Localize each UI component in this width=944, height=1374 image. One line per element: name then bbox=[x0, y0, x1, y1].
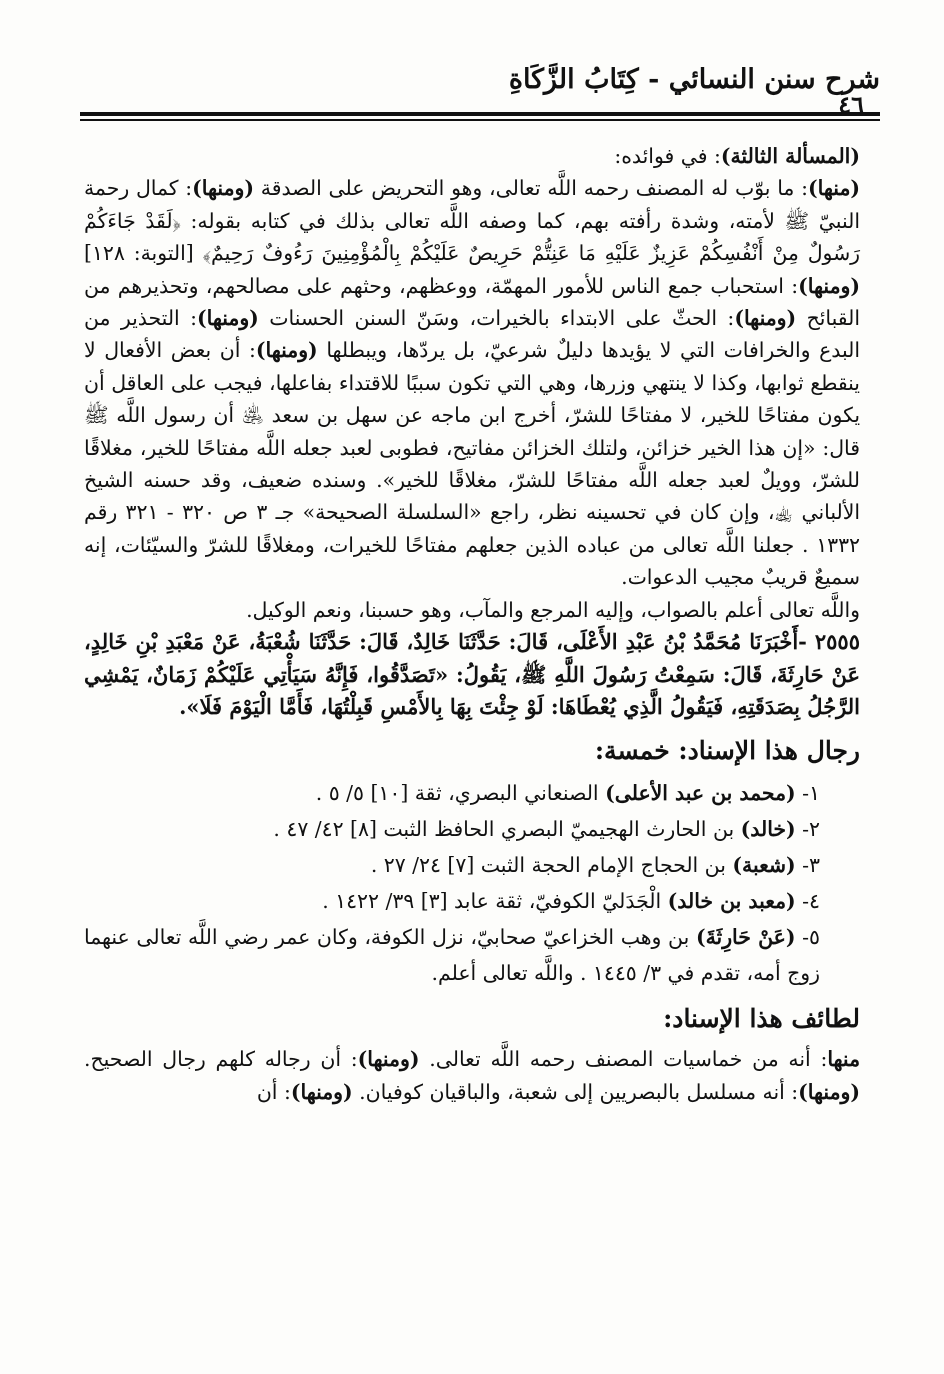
closing-line: واللَّه تعالى أعلم بالصواب، وإليه المرجع والمآب، وهو حسبنا، ونعم الوكيل. bbox=[246, 597, 860, 622]
narrators-heading: رجال هذا الإسناد: خمسة: bbox=[594, 736, 860, 766]
benefit-text: : الحثّ على الابتداء بالخيرات، وسَنّ السنن الحسنات bbox=[269, 306, 735, 331]
narrator-name: (عَنْ حَارِثَةَ) bbox=[695, 925, 796, 950]
narrator-name: (محمد بن عبد الأعلى) bbox=[605, 781, 796, 806]
subtleties-paragraph bbox=[84, 1043, 860, 1108]
benefit-label: (منها) bbox=[808, 176, 861, 201]
narrator-name: (معبد بن خالد) bbox=[667, 889, 796, 914]
page-number: ٤٦ bbox=[838, 90, 864, 119]
benefit-text: : ما بوّب له المصنف رحمه اللَّه تعالى، وهو التحريض على الصدقة bbox=[260, 176, 809, 201]
narrator-name: (شعبة) bbox=[732, 853, 796, 878]
subtleties-heading: لطائف هذا الإسناد: bbox=[663, 1004, 860, 1034]
narrator-item bbox=[84, 919, 860, 991]
page-header bbox=[80, 60, 880, 100]
subtlety-label: (ومنها) bbox=[798, 1079, 860, 1104]
narrator-number: ٢- bbox=[802, 817, 820, 842]
subtlety-label: منها bbox=[827, 1047, 860, 1072]
benefit-label: (ومنها) bbox=[255, 338, 318, 363]
narrator-desc: بن الحارث الهجيميّ البصري الحافظ الثبت [٨] ٤٢/ ٤٧ . bbox=[273, 817, 741, 842]
subtlety-text: : أنه مسلسل بالبصريين إلى شعبة، والباقيان كوفيان. bbox=[359, 1079, 799, 1104]
benefit-label: (ومنها) bbox=[192, 176, 254, 201]
benefits-paragraph bbox=[84, 172, 860, 593]
subtlety-text: : أنه من خماسيات المصنف رحمه اللَّه تعالى. bbox=[429, 1047, 828, 1072]
header-rule bbox=[80, 112, 880, 121]
issue-label: (المسألة الثالثة) bbox=[720, 144, 860, 168]
benefit-text: : كمال رحمة النبيّ ﷺ لأمته، وشدة رأفته بهم، كما وصفه اللَّه تعالى بذلك في كتابه بقوله: ﴿لَقَدْ جَاءَكُمْ رَسُولٌ مِنْ أَنْفُسِكُمْ عَزِيزٌ عَلَيْهِ مَا عَنِتُّمْ حَرِيصٌ عَلَيْكُمْ بِالْمُؤْمِنِينَ رَءُوفٌ رَحِيمٌ﴾ [التوبة: ١٢٨] bbox=[84, 176, 860, 266]
issue-text: : في فوائده: bbox=[614, 144, 721, 168]
subtlety-text: : أن bbox=[256, 1079, 291, 1104]
subtlety-label: (ومنها) bbox=[290, 1079, 353, 1104]
narrator-item bbox=[84, 847, 860, 883]
hadith-text: ٢٥٥٥ -أَخْبَرَنَا مُحَمَّدُ بْنُ عَبْدِ الأَعْلَى، قَالَ: حَدَّثَنَا خَالِدٌ، قَالَ: حَدَّثَنَا شُعْبَةُ، عَنْ مَعْبَدِ بْنِ خَالِدٍ، عَنْ حَارِثَةَ، قَالَ: سَمِعْتُ رَسُولَ اللَّهِ ﷺ، يَقُولُ: «تَصَدَّقُوا، فَإِنَّهُ سَيَأْتِي عَلَيْكُمْ زَمَانٌ، يَمْشِي الرَّجُلُ بِصَدَقَتِهِ، فَيَقُولُ الَّذِي يُعْطَاهَا: لَوْ جِئْتَ بِهَا بِالأَمْسِ قَبِلْتُهَا، فَأَمَّا الْيَوْمَ فَلَا». bbox=[84, 629, 860, 719]
narrator-desc: الصنعاني البصري، ثقة [١٠] ٥/ ٥ . bbox=[315, 781, 606, 806]
narrator-item bbox=[84, 775, 860, 811]
narrator-desc: الْجَدَليّ الكوفيّ، ثقة عابد [٣] ٣٩/ ١٤٢٢ . bbox=[322, 889, 668, 914]
narrator-number: ٥- bbox=[802, 925, 820, 950]
page-body bbox=[84, 140, 860, 1108]
narrator-name: (خالد) bbox=[740, 817, 796, 842]
narrator-number: ٤- bbox=[802, 889, 820, 914]
subtlety-label: (ومنها) bbox=[357, 1047, 420, 1072]
narrator-desc: بن الحجاج الإمام الحجة الثبت [٧] ٢٤/ ٢٧ . bbox=[370, 853, 733, 878]
benefit-label: (ومنها) bbox=[734, 306, 797, 331]
issue-line bbox=[84, 140, 860, 172]
narrator-number: ٣- bbox=[802, 853, 820, 878]
running-title: شرح سنن النسائي - كِتَابُ الزَّكَاةِ bbox=[508, 64, 880, 95]
benefit-text: : استحباب جمع الناس للأمور المهمّة، ووعظهم، وحثهم على مصالحهم، وتحذيرهم من القبائح bbox=[84, 273, 860, 331]
narrator-number: ١- bbox=[802, 781, 820, 806]
benefit-text: : التحذير من البدع والخرافات التي لا يؤيدها دليلٌ شرعيّ، بل يردّها، ويبطلها bbox=[84, 306, 861, 363]
benefit-label: (ومنها) bbox=[798, 273, 860, 298]
subtlety-text: : أن رجاله كلهم رجال الصحيح. bbox=[84, 1047, 358, 1072]
benefit-label: (ومنها) bbox=[197, 306, 259, 331]
narrator-desc: بن وهب الخزاعيّ صحابيّ، نزل الكوفة، وكان عمر رضي اللَّه تعالى عنهما زوج أمه، تقدم في ٣/ ١٤٤٥ . واللَّه تعالى أعلم. bbox=[84, 925, 820, 986]
narrator-item bbox=[84, 811, 860, 847]
benefit-text: : أن بعض الأفعال لا ينقطع ثوابها، وكذا لا ينتهي وزرها، وهي التي تكون سببًا للاقتداء بفاعلها، فيجب على العاقل أن يكون مفتاحًا للخير، لا مفتاحًا للشرّ، أخرج ابن ماجه عن سهل بن سعد ﵁ أن رسول اللَّه ﷺ قال: «إن هذا الخير خزائن، ولتلك الخزائن مفاتيح، فطوبى لعبد جعله اللَّه مفتاحًا للخير، مغلاقًا للشرّ، وويلٌ لعبد جعله اللَّه مفتاحًا للشرّ، مغلاقًا للخير». وسنده ضعيف، وقد حسنه الشيخ الألباني ﵀، وإن كان في تحسينه نظر، راجع «السلسلة الصحيحة» جـ ٣ ص ٣٢٠ - ٣٢١ رقم ١٣٣٢ . جعلنا اللَّه تعالى من عباده الذين جعلهم مفتاحًا للخيرات، ومغلاقًا للشرّ والسيّئات، إنه سميعٌ قريبٌ مجيب الدعوات. bbox=[84, 338, 860, 590]
narrator-item bbox=[84, 883, 860, 919]
